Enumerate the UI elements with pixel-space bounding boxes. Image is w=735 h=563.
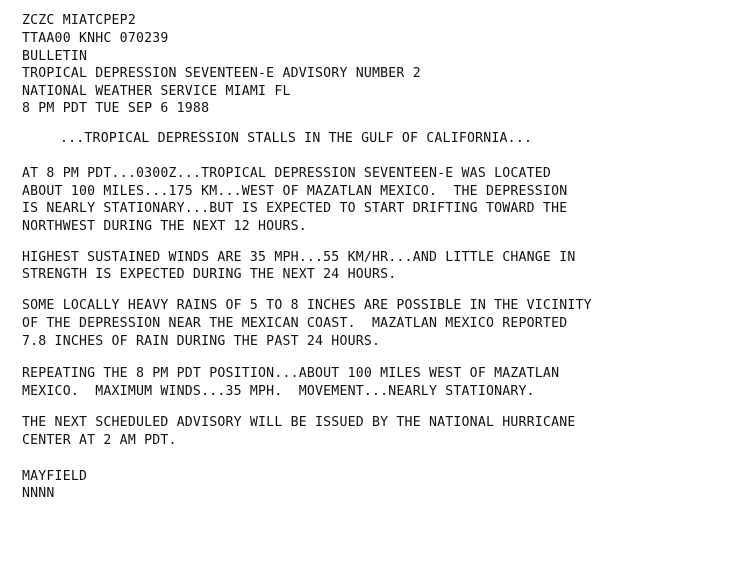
header-title-line: TROPICAL DEPRESSION SEVENTEEN-E ADVISORY NUMBER 2 (22, 66, 421, 81)
header-bulletin-line: BULLETIN (22, 49, 88, 64)
paragraph-line: ABOUT 100 MILES...175 KM...WEST OF MAZATLAN MEXICO. THE DEPRESSION (22, 184, 568, 199)
header-datetime-line: 8 PM PDT TUE SEP 6 1988 (22, 101, 210, 116)
paragraph-line: HIGHEST SUSTAINED WINDS ARE 35 MPH...55 KM/HR...AND LITTLE CHANGE IN (22, 250, 576, 265)
header-office-line: NATIONAL WEATHER SERVICE MIAMI FL (22, 84, 291, 99)
paragraph-line: OF THE DEPRESSION NEAR THE MEXICAN COAST. MAZATLAN MEXICO REPORTED (22, 316, 568, 331)
paragraph-line: REPEATING THE 8 PM PDT POSITION...ABOUT 100 MILES WEST OF MAZATLAN (22, 366, 560, 381)
header-wmo-line: TTAA00 KNHC 070239 (22, 31, 169, 46)
paragraph-line: NORTHWEST DURING THE NEXT 12 HOURS. (22, 219, 307, 234)
paragraph-line: SOME LOCALLY HEAVY RAINS OF 5 TO 8 INCHES ARE POSSIBLE IN THE VICINITY (22, 298, 592, 313)
end-of-message-marker: NNNN (22, 486, 55, 501)
advisory-headline: ...TROPICAL DEPRESSION STALLS IN THE GULF OF CALIFORNIA... (60, 131, 533, 146)
paragraph-line: 7.8 INCHES OF RAIN DURING THE PAST 24 HOURS. (22, 334, 381, 349)
paragraph-line: STRENGTH IS EXPECTED DURING THE NEXT 24 HOURS. (22, 267, 397, 282)
header-routing-line: ZCZC MIATCPEP2 (22, 13, 136, 28)
paragraph-line: IS NEARLY STATIONARY...BUT IS EXPECTED TO START DRIFTING TOWARD THE (22, 201, 568, 216)
paragraph-line: MEXICO. MAXIMUM WINDS...35 MPH. MOVEMENT...NEARLY STATIONARY. (22, 384, 535, 399)
paragraph-line: THE NEXT SCHEDULED ADVISORY WILL BE ISSUED BY THE NATIONAL HURRICANE (22, 415, 576, 430)
paragraph-line: CENTER AT 2 AM PDT. (22, 433, 177, 448)
signature: MAYFIELD (22, 469, 88, 484)
paragraph-line: AT 8 PM PDT...0300Z...TROPICAL DEPRESSION SEVENTEEN-E WAS LOCATED (22, 166, 552, 181)
